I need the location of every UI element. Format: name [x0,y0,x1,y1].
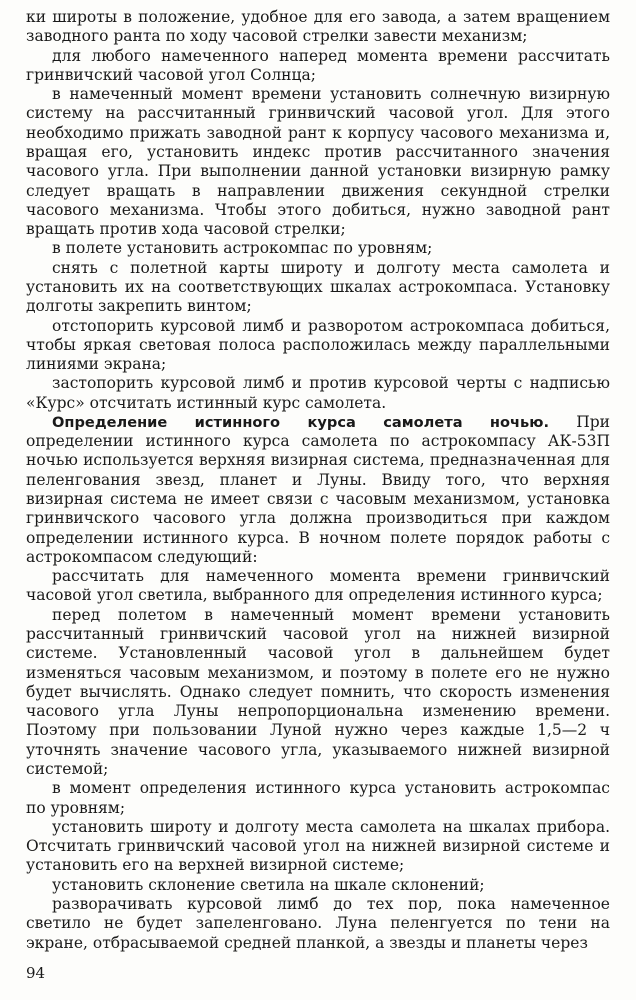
page-body-text [26,8,610,953]
paragraph-2: для любого намеченного наперед момента времени рассчитать гринвичский часовой угол Солнца; [26,46,610,84]
paragraph-7: застопорить курсовой лимб и против курсовой черты с надписью «Курс» отсчитать истинный курс самолета. [26,374,610,412]
paragraph-4: в полете установить астрокомпас по уровням; [52,239,433,258]
paragraph-3: в намеченный момент времени установить солнечную визирную систему на рассчитанный гринвичский часовой угол. Для этого необходимо прижать заводной рант к корпусу часового механизма и, вращая его, установить индекс против рассчитанного значения часового угла. При выполнении данной установки визирную рамку следует вращать в направлении движения секундной стрелки часового механизма. Чтобы этого добиться, нужно заводной рант вращать против хода часовой стрелки; [26,85,610,239]
paragraph-9: перед полетом в намеченный момент времени установить рассчитанный гринвичский часовой угол на нижней визирной системе. Установленный часовой угол в дальнейшем будет изменяться часовым механизмом, и поэтому в полете его не нужно будет вычислять. Однако следует помнить, что скорость изменения часового угла Луны непропорциональна изменению времени. Поэтому при пользовании Луной нужно через каждые 1,5—2 ч уточнять значение часового угла, указываемого нижней визирной системой; [26,605,610,778]
paragraph-12: установить склонение светила на шкале склонений; [52,875,485,894]
paragraph-13: разворачивать курсовой лимб до тех пор, пока намеченное светило не будет запеленговано. Луна пеленгуется по тени на экране, отбрасываемой средней планкой, а звезды и планеты через [26,894,610,952]
section-heading-text: При определении истинного курса самолета по астрокомпасу АК-53П ночью используется верхняя визирная система, предназначенная для пеленгования звезд, планет и Луны. Ввиду того, что верхняя визирная система не имеет связи с часовым механизмом, установка гринвичского часового угла должна производиться при каждом определении истинного курса. В ночном полете порядок работы с астрокомпасом следующий: [26,412,610,566]
paragraph-11: установить широту и долготу места самолета на шкалах прибора. Отсчитать гринвичский часовой угол на нижней визирной системе и установить его на верхней визирной системе; [26,817,610,875]
paragraph-5: снять с полетной карты широту и долготу места самолета и установить их на соответствующих шкалах астрокомпаса. Установку долготы закрепить винтом; [26,258,610,316]
section-paragraph [26,413,610,567]
page-number: 94 [26,964,46,982]
paragraph-6: отстопорить курсовой лимб и разворотом астрокомпаса добиться, чтобы яркая световая полоса расположилась между параллельными линиями экрана; [26,316,610,374]
paragraph-8: рассчитать для намеченного момента времени гринвичский часовой угол светила, выбранного для определения истинного курса; [26,567,610,605]
section-heading: Определение истинного курса самолета ночью. [52,413,549,431]
paragraph-10: в момент определения истинного курса установить астрокомпас по уровням; [26,779,610,817]
paragraph-1: ки широты в положение, удобное для его завода, а затем вращением заводного ранта по ходу часовой стрелки завести механизм; [26,8,610,46]
